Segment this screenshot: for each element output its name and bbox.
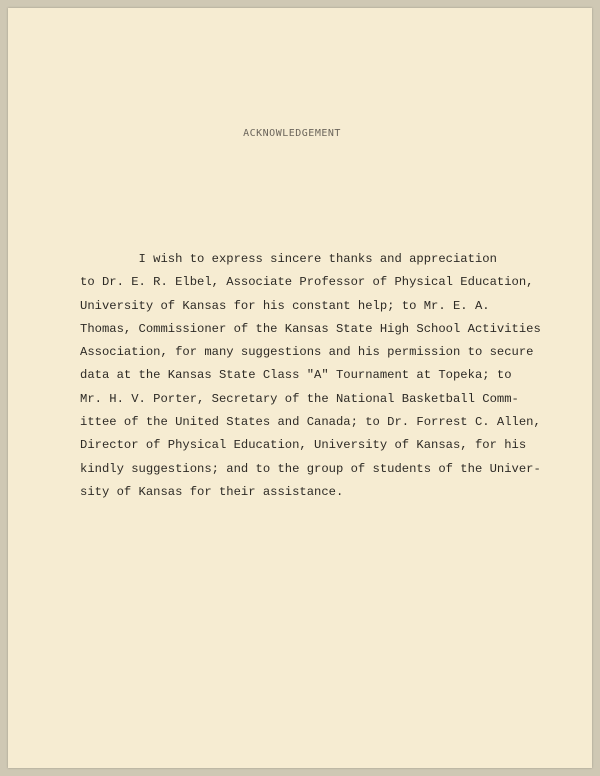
paragraph-line: Mr. H. V. Porter, Secretary of the National Basketball Comm- (80, 391, 519, 406)
acknowledgement-paragraph (80, 248, 540, 504)
paragraph-line: Director of Physical Education, University of Kansas, for his (80, 438, 527, 453)
paragraph-line: data at the Kansas State Class "A" Tournament at Topeka; to (80, 368, 512, 383)
paragraph-line: kindly suggestions; and to the group of students of the Univer- (80, 461, 541, 476)
paragraph-line: Association, for many suggestions and his permission to secure (80, 345, 534, 360)
paragraph-line: sity of Kansas for their assistance. (80, 484, 344, 499)
paragraph-line: to Dr. E. R. Elbel, Associate Professor of Physical Education, (80, 275, 534, 290)
paragraph-line: I wish to express sincere thanks and appreciation (80, 252, 497, 266)
paragraph-line: Thomas, Commissioner of the Kansas State High School Activities (80, 321, 541, 336)
paragraph-line: ittee of the United States and Canada; to Dr. Forrest C. Allen, (80, 415, 541, 430)
paragraph-line: University of Kansas for his constant help; to Mr. E. A. (80, 298, 490, 313)
page-heading: ACKNOWLEDGEMENT (243, 128, 341, 139)
